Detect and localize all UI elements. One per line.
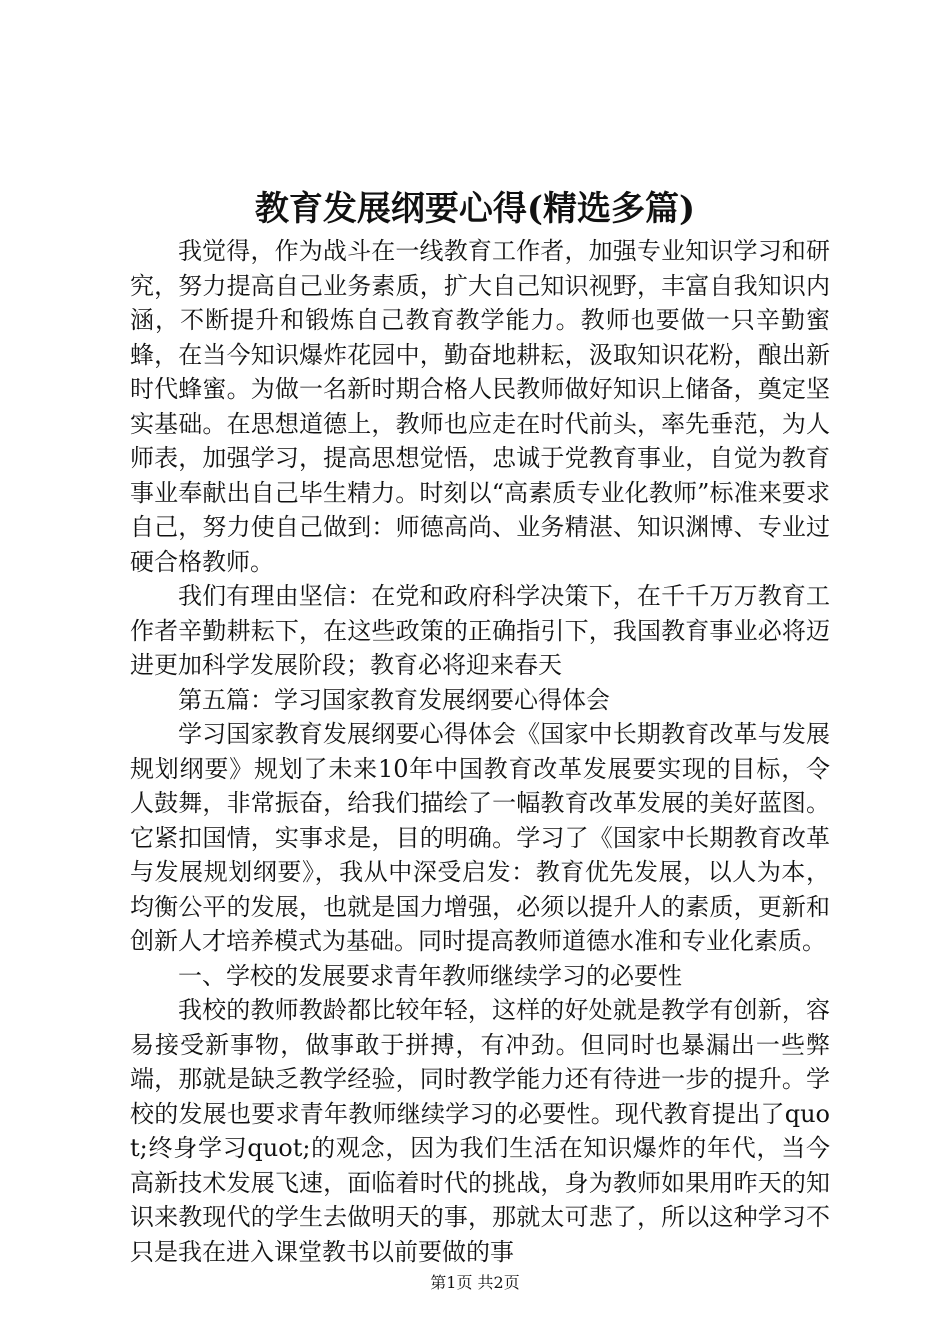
document-body xyxy=(130,234,830,1269)
document-title: 教育发展纲要心得(精选多篇) xyxy=(254,189,696,229)
paragraph-1: 我觉得，作为战斗在一线教育工作者，加强专业知识学习和研究，努力提高自己业务素质，扩大自己知识视野，丰富自我知识内涵，不断提升和锻炼自己教育教学能力。教师也要做一只辛勤蜜蜂，在当今知识爆炸花园中，勤奋地耕耘，汲取知识花粉，酿出新时代蜂蜜。为做一名新时期合格人民教师做好知识上储备，奠定坚实基础。在思想道德上，教师也应走在时代前头，率先垂范，为人师表，加强学习，提高思想觉悟，忠诚于党教育事业，自觉为教育事业奉献出自己毕生精力。时刻以“高素质专业化教师”标准来要求自己，努力使自己做到：师德高尚、业务精湛、知识渊博、专业过硬合格教师。 xyxy=(130,237,830,576)
page-footer: 第1页 共2页 xyxy=(430,1273,520,1292)
subheading-1: 一、学校的发展要求青年教师继续学习的必要性 xyxy=(178,961,682,990)
paragraph-2: 我们有理由坚信：在党和政府科学决策下，在千千万万教育工作者辛勤耕耘下，在这些政策的正确指引下，我国教育事业必将迈进更加科学发展阶段；教育必将迎来春天 xyxy=(130,582,830,679)
paragraph-4: 我校的教师教龄都比较年轻，这样的好处就是教学有创新，容易接受新事物，做事敢于拼搏，有冲劲。但同时也暴漏出一些弊端，那就是缺乏教学经验，同时教学能力还有待进一步的提升。学校的发展也要求青年教师继续学习的必要性。现代教育提出了quot;终身学习quot;的观念，因为我们生活在知识爆炸的年代，当今高新技术发展飞速，面临着时代的挑战，身为教师如果用昨天的知识来教现代的学生去做明天的事，那就太可悲了，所以这种学习不只是我在进入课堂教书以前要做的事 xyxy=(130,996,830,1266)
section-heading-5: 第五篇：学习国家教育发展纲要心得体会 xyxy=(178,685,610,714)
paragraph-3: 学习国家教育发展纲要心得体会《国家中长期教育改革与发展规划纲要》规划了未来10年中国教育改革发展要实现的目标，令人鼓舞，非常振奋，给我们描绘了一幅教育改革发展的美好蓝图。它紧扣国情，实事求是，目的明确。学习了《国家中长期教育改革与发展规划纲要》，我从中深受启发：教育优先发展，以人为本，均衡公平的发展，也就是国力增强，必须以提升人的素质，更新和创新人才培养模式为基础。同时提高教师道德水准和专业化素质。 xyxy=(130,720,830,955)
